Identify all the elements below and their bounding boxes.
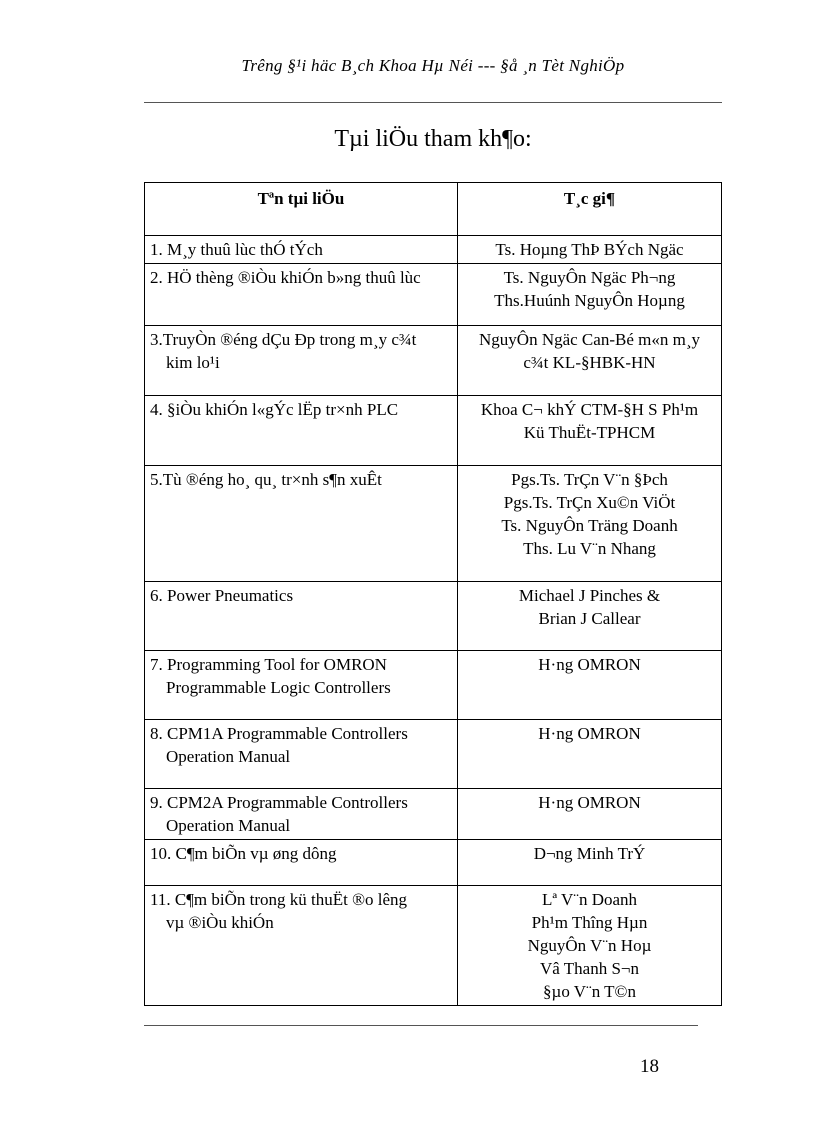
reference-title-line: 11. C¶m biÕn trong kü thuËt ®o lêng <box>150 890 408 909</box>
table-row <box>145 326 722 396</box>
reference-title-line: 9. CPM2A Programmable Controllers <box>150 793 408 812</box>
table-row <box>145 236 722 264</box>
reference-title-cell <box>145 326 458 396</box>
column-header-author: T¸c gi¶ <box>458 183 722 236</box>
reference-title-line: 1. M¸y thuû lùc thÓ tÝch <box>150 240 323 259</box>
reference-title-cell <box>145 582 458 651</box>
page-title: Tµi liÖu tham kh¶o: <box>334 126 532 152</box>
reference-author-line: H·ng OMRON <box>538 655 641 674</box>
reference-title-line: Programmable Logic Controllers <box>166 678 391 697</box>
reference-author-line: NguyÔn Ngäc Can-Bé m«n m¸y <box>479 330 700 349</box>
reference-author-line: Kü ThuËt-TPHCM <box>523 423 656 442</box>
reference-title-cell <box>145 886 458 1006</box>
reference-title-line: Operation Manual <box>166 747 291 766</box>
reference-author-line: NguyÔn V¨n Hoµ <box>527 936 652 955</box>
page-header: Trêng §¹i häc B¸ch Khoa Hµ Néi --- §å ¸n Tèt NghiÖp <box>241 56 625 75</box>
reference-author-cell <box>458 396 722 466</box>
reference-author-line: Khoa C¬ khÝ CTM-§H S Ph¹m <box>480 400 699 419</box>
reference-author-line: Ths. Lu V¨n Nhang <box>523 539 656 558</box>
reference-author-line: Ths.Huúnh NguyÔn Hoµng <box>494 291 685 310</box>
table-row <box>145 651 722 720</box>
reference-title-line: 10. C¶m biÕn vµ øng dông <box>150 844 337 863</box>
table-row <box>145 886 722 1006</box>
reference-title-cell <box>145 840 458 886</box>
references-table <box>144 182 722 1006</box>
reference-author-cell <box>458 840 722 886</box>
reference-author-cell <box>458 886 722 1006</box>
references-body <box>145 236 722 1006</box>
footer-rule <box>144 1025 698 1026</box>
table-header-row <box>145 183 722 236</box>
table-row <box>145 264 722 326</box>
reference-title-line: 5.Tù ®éng ho¸ qu¸ tr×nh s¶n xuÊt <box>150 470 382 489</box>
reference-title-cell <box>145 720 458 789</box>
reference-title-line: kim lo¹i <box>166 353 220 372</box>
reference-author-line: Pgs.Ts. TrÇn V¨n §Þch <box>511 470 668 489</box>
table-row <box>145 466 722 582</box>
reference-author-cell <box>458 789 722 840</box>
reference-title-line: 3.TruyÒn ®éng dÇu Ðp trong m¸y c¾t <box>150 330 417 349</box>
reference-title-line: 2. HÖ thèng ®iÒu khiÓn b»ng thuû lùc <box>150 268 421 287</box>
table-row <box>145 789 722 840</box>
reference-author-line: c¾t KL-§HBK-HN <box>523 353 656 372</box>
reference-author-line: Ts. Hoµng ThÞ BÝch Ngäc <box>495 240 684 259</box>
column-header-name: Tªn tµi liÖu <box>145 183 458 236</box>
reference-author-line: §µo V¨n T©n <box>543 982 636 1001</box>
reference-title-cell <box>145 466 458 582</box>
reference-title-cell <box>145 651 458 720</box>
reference-author-line: Ph¹m Thîng Hµn <box>531 913 648 932</box>
reference-author-cell <box>458 236 722 264</box>
reference-title-line: vµ ®iÒu khiÓn <box>166 913 274 932</box>
reference-author-line: Brian J Callear <box>538 609 641 628</box>
reference-author-cell <box>458 466 722 582</box>
reference-author-line: D¬ng Minh TrÝ <box>533 844 646 863</box>
reference-title-cell <box>145 396 458 466</box>
reference-author-line: Pgs.Ts. TrÇn Xu©n ViÖt <box>503 493 676 512</box>
table-row <box>145 840 722 886</box>
reference-author-cell <box>458 651 722 720</box>
reference-author-cell <box>458 326 722 396</box>
reference-title-line: 4. §iÒu khiÓn l«gÝc lËp tr×nh PLC <box>150 400 399 419</box>
reference-author-line: H·ng OMRON <box>538 793 641 812</box>
reference-title-line: 8. CPM1A Programmable Controllers <box>150 724 408 743</box>
reference-author-line: H·ng OMRON <box>538 724 641 743</box>
reference-author-line: Ts. NguyÔn Ngäc Ph¬ng <box>503 268 676 287</box>
table-row <box>145 396 722 466</box>
reference-title-line: Operation Manual <box>166 816 291 835</box>
reference-title-cell <box>145 236 458 264</box>
reference-title-cell <box>145 789 458 840</box>
reference-author-line: Vâ Thanh S¬n <box>540 959 639 978</box>
reference-author-cell <box>458 264 722 326</box>
header-rule <box>144 102 722 103</box>
page-number: 18 <box>640 1056 659 1077</box>
reference-title-cell <box>145 264 458 326</box>
reference-author-line: Ts. NguyÔn Träng Doanh <box>501 516 678 535</box>
table-row <box>145 720 722 789</box>
table-row <box>145 582 722 651</box>
reference-author-cell <box>458 720 722 789</box>
reference-title-line: 6. Power Pneumatics <box>150 586 294 605</box>
reference-author-cell <box>458 582 722 651</box>
reference-title-line: 7. Programming Tool for OMRON <box>150 655 387 674</box>
reference-author-line: Michael J Pinches & <box>518 586 661 605</box>
reference-author-line: Lª V¨n Doanh <box>541 890 638 909</box>
